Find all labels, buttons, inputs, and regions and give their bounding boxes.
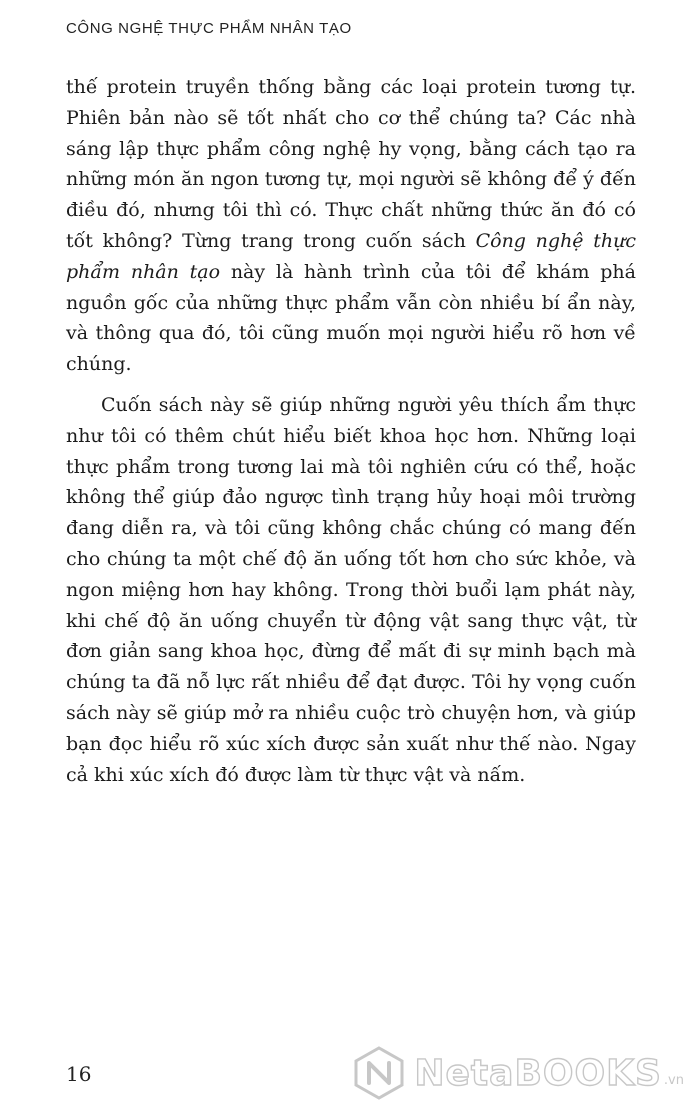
watermark-tld: .vn	[663, 1073, 684, 1088]
paragraph-1	[66, 72, 636, 380]
running-header: CÔNG NGHỆ THỰC PHẨM NHÂN TẠO	[66, 20, 352, 37]
paragraph-2: Cuốn sách này sẽ giúp những người yêu thích ẩm thực như tôi có thêm chút hiểu biết khoa học hơn. Những loại thực phẩm trong tương lai mà tôi nghiên cứu có thể, hoặc không thể giúp đảo ngược tình trạng hủy hoại môi trường đang diễn ra, và tôi cũng không chắc chúng có mang đến cho chúng ta một chế độ ăn uống tốt hơn cho sức khỏe, và ngon miệng hơn hay không. Trong thời buổi lạm phát này, khi chế độ ăn uống chuyển từ động vật sang thực vật, từ đơn giản sang khoa học, đừng để mất đi sự minh bạch mà chúng ta đã nỗ lực rất nhiều để đạt được. Tôi hy vọng cuốn sách này sẽ giúp mở ra nhiều cuộc trò chuyện hơn, và giúp bạn đọc hiểu rõ xúc xích được sản xuất như thế nào. Ngay cả khi xúc xích đó được làm từ thực vật và nấm.	[66, 393, 636, 786]
paragraph-1-text-before: thế protein truyền thống bằng các loại protein tương tự. Phiên bản nào sẽ tốt nhất cho cơ thể chúng ta? Các nhà sáng lập thực phẩm công nghệ hy vọng, bằng cách tạo ra những món ăn ngon tương tự, mọi người sẽ không để ý đến điều đó, nhưng tôi thì có. Thực chất những thức ăn đó có tốt không? Từng trang trong cuốn sách	[66, 76, 636, 252]
watermark	[352, 1046, 684, 1100]
body-text	[66, 72, 636, 800]
paragraph-1-text-after: này là hành trình của tôi để khám phá nguồn gốc của những thực phẩm vẫn còn nhiều bí ẩn này, và thông qua đó, tôi cũng muốn mọi người hiểu rõ hơn về chúng.	[66, 260, 636, 376]
page-number: 16	[66, 1062, 92, 1086]
netabooks-logo-icon	[352, 1046, 406, 1100]
book-title-italic: Công nghệ thực phẩm nhân tạo	[66, 229, 637, 283]
watermark-brand: NetaBOOKS	[414, 1052, 662, 1094]
